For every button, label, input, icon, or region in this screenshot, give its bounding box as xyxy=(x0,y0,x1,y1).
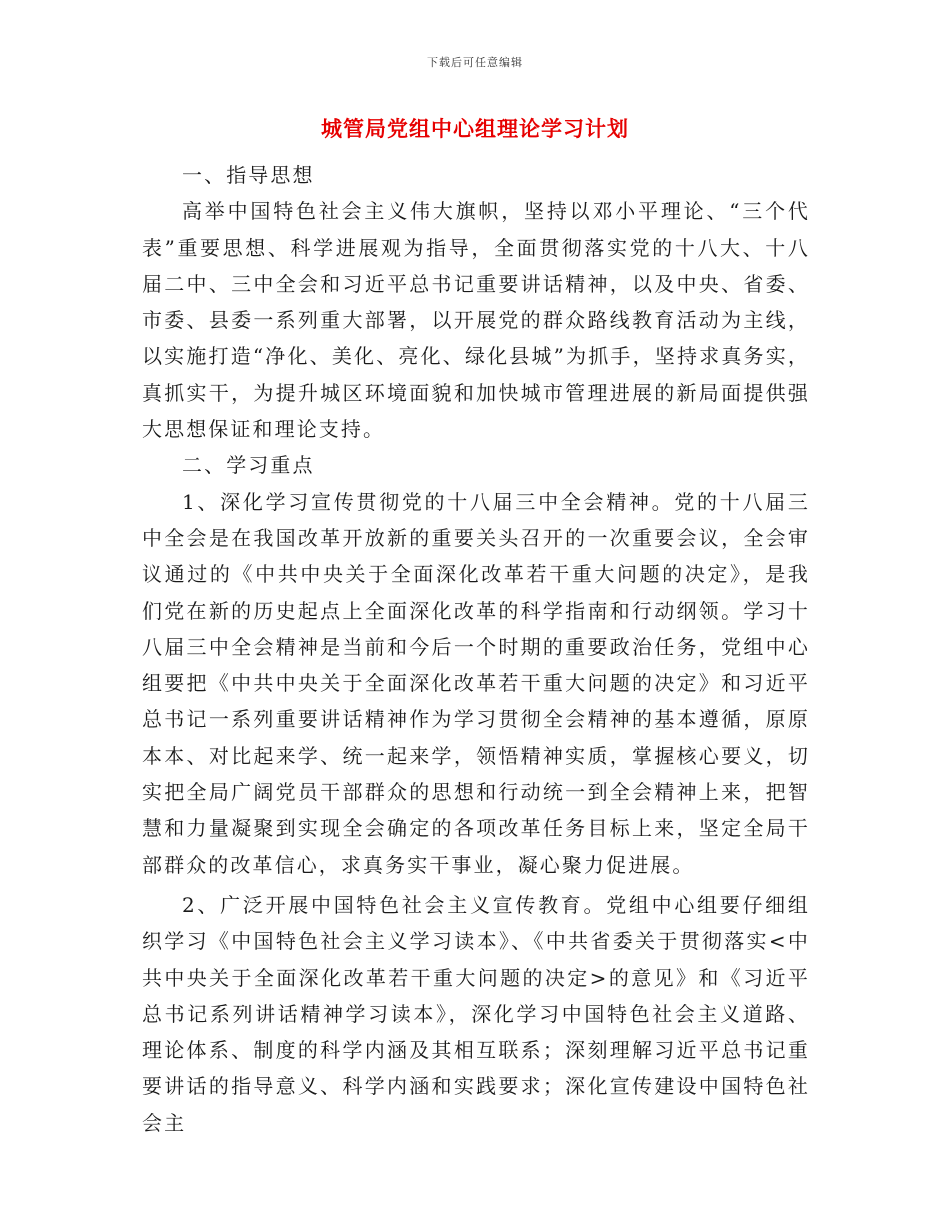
paragraph-study-item-2: 2、广泛开展中国特色社会主义宣传教育。党组中心组要仔细组织学习《中国特色社会主义学习读本》、《中共省委关于贯彻落实<中共中央关于全面深化改革若干重大问题的决定>的意见》和《习近平总书记系列讲话精神学习读本》，深化学习中国特色社会主义道路、理论体系、制度的科学内涵及其相互联系；深刻理解习近平总书记重要讲话的指导意义、科学内涵和实践要求；深化宣传建设中国特色社会主 xyxy=(142,892,810,1135)
section-heading-study-focus: 二、学习重点 xyxy=(182,453,315,478)
document-body xyxy=(142,157,810,1141)
header-note: 下载后可任意编辑 xyxy=(427,56,523,69)
page-title: 城管局党组中心组理论学习计划 xyxy=(321,117,629,141)
paragraph-guiding-ideology: 高举中国特色社会主义伟大旗帜，坚持以邓小平理论、“三个代表”重要思想、科学进展观为指导，全面贯彻落实党的十八大、十八届二中、三中全会和习近平总书记重要讲话精神，以及中央、省委、市委、县委一系列重大部署，以开展党的群众路线教育活动为主线，以实施打造“净化、美化、亮化、绿化县城”为抓手，坚持求真务实，真抓实干，为提升城区环境面貌和加快城市管理进展的新局面提供强大思想保证和理论支持。 xyxy=(142,199,810,442)
section-heading-guiding-ideology: 一、指导思想 xyxy=(182,163,315,187)
paragraph-study-item-1: 1、深化学习宣传贯彻党的十八届三中全会精神。党的十八届三中全会是在我国改革开放新的重要关头召开的一次重要会议，全会审议通过的《中共中央关于全面深化改革若干重大问题的决定》，是我们党在新的历史起点上全面深化改革的科学指南和行动纲领。学习十八届三中全会精神是当前和今后一个时期的重要政治任务，党组中心组要把《中共中央关于全面深化改革若干重大问题的决定》和习近平总书记一系列重要讲话精神作为学习贯彻全会精神的基本遵循，原原本本、对比起来学、统一起来学，领悟精神实质，掌握核心要义，切实把全局广阔党员干部群众的思想和行动统一到全会精神上来，把智慧和力量凝聚到实现全会确定的各项改革任务目标上来，坚定全局干部群众的改革信心，求真务实干事业，凝心聚力促进展。 xyxy=(142,489,810,877)
